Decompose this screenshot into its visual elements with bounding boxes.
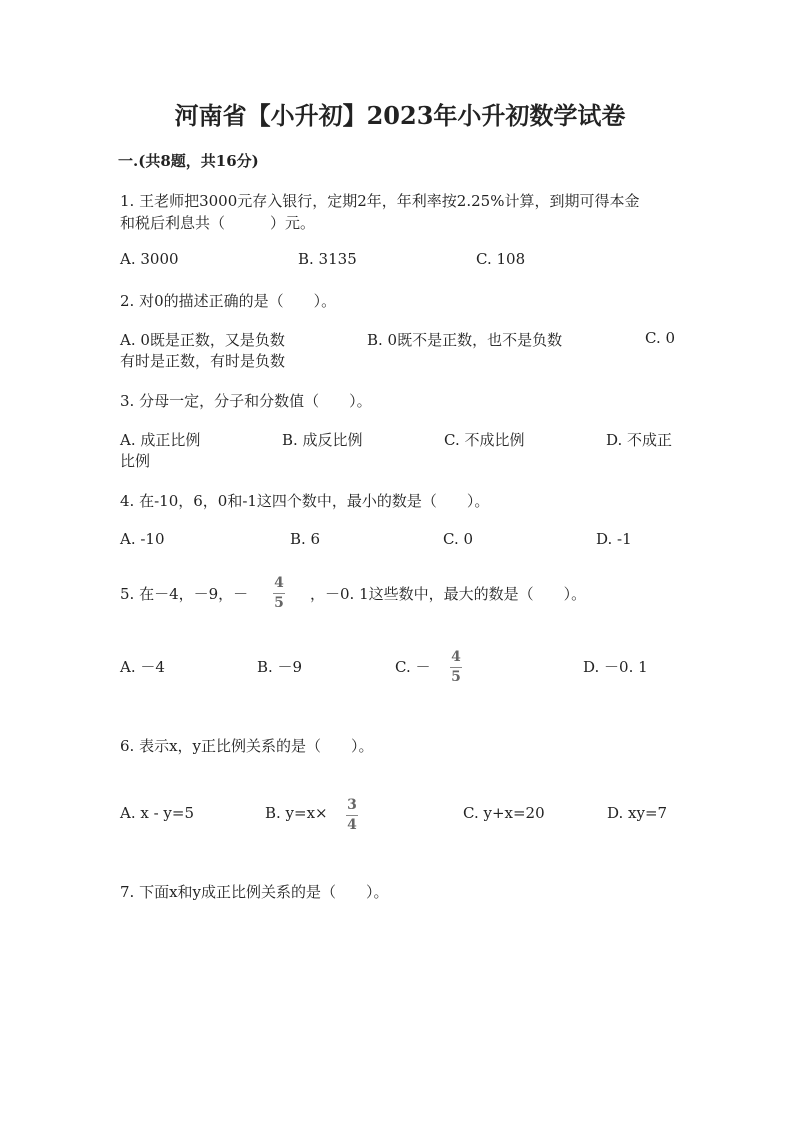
question-1-line-1: 1. 王老师把3000元存入银行，定期2年，年利率按2.25%计算，到期可得本金 — [120, 192, 640, 210]
q2-option-a: A. 0既是正数，又是负数 — [120, 331, 285, 349]
q5-option-c-numerator: 4 — [451, 649, 461, 665]
question-6: 6. 表示x，y正比例关系的是（ ）。 — [120, 737, 374, 755]
q5-fraction-numerator: 4 — [274, 575, 284, 591]
q3-option-d: D. 不成正 — [606, 431, 673, 449]
q5-option-b: B. －9 — [257, 658, 303, 676]
q4-option-d: D. -1 — [596, 530, 632, 548]
q6-option-b-fraction — [346, 798, 358, 832]
q5-option-a: A. －4 — [120, 658, 165, 676]
q6-option-b-numerator: 3 — [347, 797, 357, 813]
q1-option-a: A. 3000 — [120, 250, 179, 268]
q4-option-c: C. 0 — [443, 530, 474, 548]
question-2: 2. 对0的描述正确的是（ ）。 — [120, 292, 337, 310]
q1-option-b: B. 3135 — [298, 250, 357, 268]
q6-option-b: B. y=x× — [265, 804, 328, 822]
question-7: 7. 下面x和y成正比例关系的是（ ）。 — [120, 883, 389, 901]
page-title: 河南省【小升初】2023年小升初数学试卷 — [174, 101, 626, 130]
q5-option-c-denominator: 5 — [451, 669, 461, 685]
q2-option-b: B. 0既不是正数，也不是负数 — [367, 331, 563, 349]
question-4: 4. 在-10，6，0和-1这四个数中，最小的数是（ ）。 — [120, 492, 490, 510]
q6-option-c: C. y+x=20 — [463, 804, 545, 822]
q3-option-d-wrap: 比例 — [120, 452, 151, 470]
q1-option-c: C. 108 — [476, 250, 526, 268]
q2-option-c: C. 0 — [645, 329, 676, 347]
q5-fraction-denominator: 5 — [274, 595, 284, 611]
question-3: 3. 分母一定，分子和分数值（ ）。 — [120, 392, 372, 410]
question-5-part-2: ，－0. 1这些数中，最大的数是（ ）。 — [310, 585, 587, 603]
q6-option-b-denominator: 4 — [347, 817, 357, 833]
fraction-bar — [346, 815, 358, 816]
q3-option-c: C. 不成比例 — [444, 431, 525, 449]
q4-option-b: B. 6 — [290, 530, 321, 548]
q6-option-d: D. xy=7 — [607, 804, 668, 822]
q5-option-d: D. －0. 1 — [583, 658, 648, 676]
question-5-part-1: 5. 在－4，－9，－ — [120, 585, 249, 603]
q5-option-c-fraction — [450, 650, 462, 684]
q2-option-c-wrap: 有时是正数，有时是负数 — [120, 352, 286, 370]
q3-option-b: B. 成反比例 — [282, 431, 363, 449]
q3-option-a: A. 成正比例 — [120, 431, 201, 449]
fraction-bar — [273, 593, 285, 594]
q4-option-a: A. -10 — [120, 530, 165, 548]
q5-fraction — [273, 576, 285, 610]
question-1-line-2: 和税后利息共（ ）元。 — [120, 214, 316, 232]
q6-option-a: A. x - y=5 — [120, 804, 195, 822]
section-header: 一.(共8题，共16分) — [118, 152, 259, 170]
fraction-bar — [450, 667, 462, 668]
q5-option-c: C. － — [395, 658, 431, 676]
